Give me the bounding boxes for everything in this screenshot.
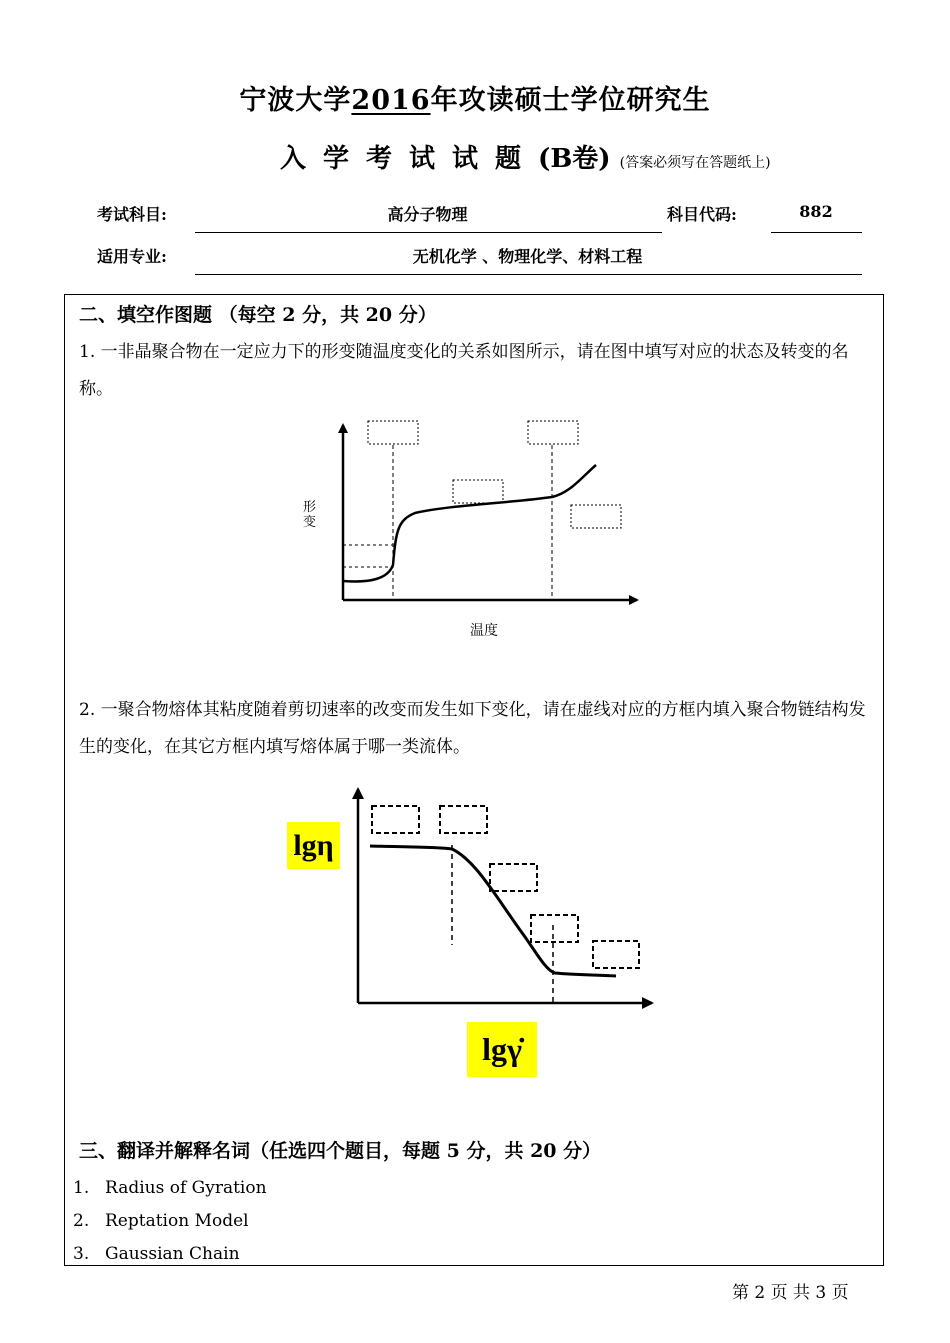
list-item-num: 1. [73,1178,90,1198]
subject-underline [195,232,662,233]
title-suffix: 年攻读硕士学位研究生 [430,85,711,116]
q1-figure [290,415,660,645]
subject-label: 考试科目: [97,205,167,224]
major-underline [195,274,862,275]
title-year: 2016 [351,85,431,116]
q1-box-3 [453,480,503,503]
q2-curve [370,846,616,976]
code-label: 科目代码: [667,205,737,224]
code-underline [771,232,862,233]
list-item: Radius of Gyration [105,1178,267,1198]
subject-value: 高分子物理 [387,205,468,224]
subtitle-paper: (B卷) [538,144,611,174]
subtitle-note: (答案必须写在答题纸上) [619,155,771,171]
section3-heading: 三、翻译并解释名词（任选四个题目，每题 5 分，共 20 分） [79,1140,602,1162]
section2-heading: 二、填空作图题 （每空 2 分，共 20 分） [79,304,437,326]
q2-box-5 [593,941,639,968]
q1-box-2 [528,421,578,444]
q1-curve [343,465,596,581]
q2-ylabel: lgη [287,822,340,869]
q1-box-1 [368,421,418,444]
page-number: 第 2 页 共 3 页 [732,1283,849,1303]
q2-figure [350,785,660,1015]
q1-xlabel: 温度 [470,623,498,639]
q1-ylabel: 形变 [303,500,317,530]
q2-xlabel: lgγ̇ [467,1022,537,1077]
q1-text: 1. 一非晶聚合物在一定应力下的形变随温度变化的关系如图所示，请在图中填写对应的状态及转变的名称。 [79,342,849,399]
list-item-num: 2. [73,1211,90,1231]
subtitle-main: 入学考试试题 [280,144,539,174]
list-item: Reptation Model [105,1211,249,1231]
q2-box-2 [440,806,487,833]
q2-text: 2. 一聚合物熔体其粘度随着剪切速率的改变而发生如下变化，请在虚线对应的方框内填入聚合物链结构发生的变化，在其它方框内填写熔体属于哪一类流体。 [79,700,866,757]
list-item: Gaussian Chain [105,1244,240,1264]
q1-box-4 [571,505,621,528]
major-label: 适用专业: [97,247,167,266]
title-school: 宁波大学 [239,85,352,116]
q2-box-1 [372,806,419,833]
list-item-num: 3. [73,1244,90,1264]
exam-title [0,78,950,117]
exam-subtitle [280,138,771,175]
q2-box-4 [531,915,578,942]
major-value: 无机化学 、物理化学、材料工程 [412,247,643,266]
q2-box-3 [490,864,537,891]
code-value: 882 [799,202,833,221]
